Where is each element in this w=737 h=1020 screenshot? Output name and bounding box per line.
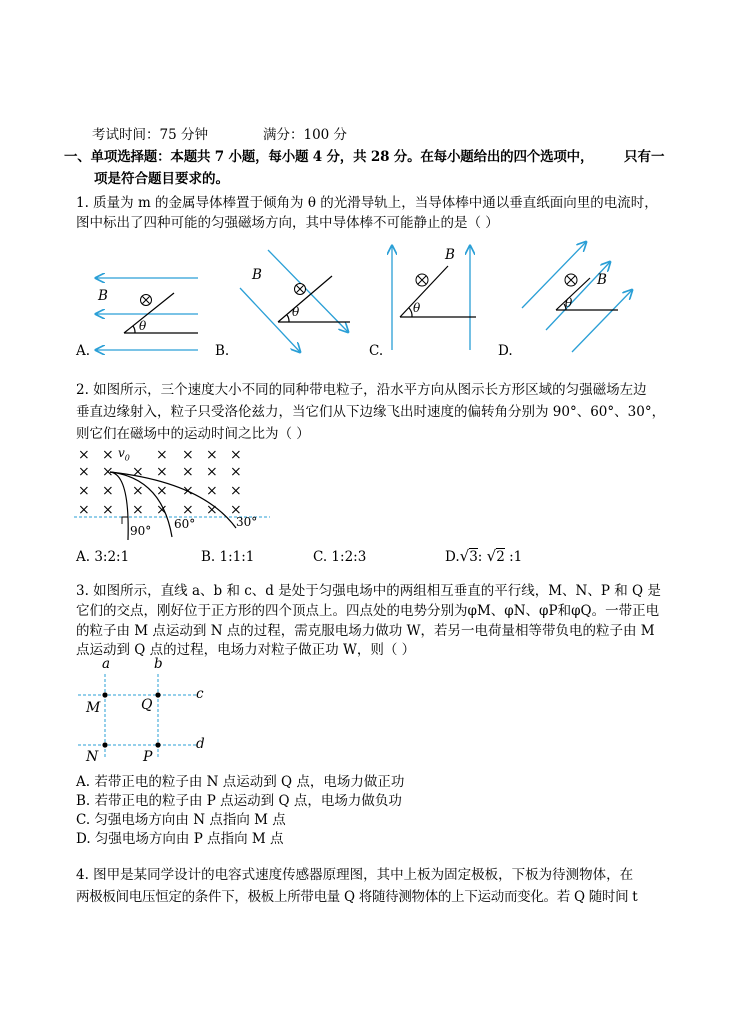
q3-point-n: N: [86, 749, 99, 765]
q2-line-2: 垂直边缘射入，粒子只受洛伦兹力，当它们从下边缘飞出时速度的偏转角分别为 90°、60°、30°，: [76, 404, 666, 420]
field-cross-icon: ×: [132, 464, 144, 480]
q2-option-d-end: :1: [504, 549, 523, 565]
q2-option-d-sep: :: [477, 549, 487, 565]
q2-angle-90: 90°: [130, 524, 152, 538]
q3-line-1: 3. 如图所示，直线 a、b 和 c、d 是处于匀强电场中的两组相互垂直的平行线，M、N、P 和 Q 是: [76, 583, 661, 599]
full-score: 满分：100 分: [263, 127, 348, 143]
q1-d-theta: θ: [565, 296, 573, 310]
field-cross-icon: ×: [156, 502, 168, 518]
q1-a-b-label: B: [98, 288, 108, 304]
field-cross-icon: ×: [102, 483, 114, 499]
section-title-cont: 项是符合题目要求的。: [94, 171, 229, 187]
q1-option-b: B.: [215, 343, 230, 359]
field-cross-icon: ×: [182, 502, 194, 518]
field-cross-icon: ×: [132, 502, 144, 518]
field-cross-icon: ×: [182, 483, 194, 499]
q1-line-2: 图中标出了四种可能的匀强磁场方向，其中导体棒不可能静止的是（ ）: [76, 215, 499, 231]
q1-b-b-label: B: [252, 267, 262, 283]
q1-option-a: A.: [76, 343, 91, 359]
section-title-end: 只有一: [624, 149, 665, 165]
field-cross-icon: ×: [102, 502, 114, 518]
q1-d-b-label: B: [597, 272, 607, 288]
q1-c-theta: θ: [413, 301, 421, 315]
q2-v0-label: [118, 447, 130, 462]
field-cross-icon: ×: [206, 447, 218, 463]
q1-option-c: C.: [369, 343, 384, 359]
q2-line-1: 2. 如图所示，三个速度大小不同的同种带电粒子，沿水平方向从图示长方形区域的匀强磁场左边: [76, 382, 647, 398]
field-cross-icon: ×: [102, 447, 114, 463]
field-cross-icon: ×: [182, 447, 194, 463]
field-cross-icon: ×: [182, 464, 194, 480]
field-cross-icon: ×: [156, 447, 168, 463]
q2-v0-sub: 0: [124, 453, 130, 463]
field-cross-icon: ×: [206, 502, 218, 518]
q3-point-p: P: [143, 749, 153, 765]
q2-option-d-letter: D.: [445, 549, 460, 565]
q4-line-2: 两极板间电压恒定的条件下，极板上所带电量 Q 将随待测物体的上下运动而变化。若 Q 随时间 t: [76, 889, 638, 905]
q3-option-c: C. 匀强电场方向由 N 点指向 M 点: [76, 812, 286, 828]
field-cross-icon: ×: [230, 483, 242, 499]
field-cross-icon: ×: [78, 447, 90, 463]
q3-option-d: D. 匀强电场方向由 P 点指向 M 点: [76, 831, 284, 847]
field-cross-icon: ×: [78, 502, 90, 518]
q1-b-theta: θ: [292, 305, 300, 319]
q2-figure: [72, 444, 272, 544]
q3-line-a-label: a: [102, 656, 111, 672]
q3-option-a: A. 若带正电的粒子由 N 点运动到 Q 点，电场力做正功: [76, 774, 405, 790]
q2-angle-30: 30°: [236, 515, 258, 529]
q3-line-3: 的粒子由 M 点运动到 N 点的过程，需克服电场力做功 W，若另一电荷量相等带负电的粒子由 M: [76, 623, 655, 639]
q4-line-1: 4. 图甲是某同学设计的电容式速度传感器原理图，其中上板为固定极板，下板为待测物体，在: [76, 867, 634, 883]
q1-figure-c: [384, 238, 484, 358]
field-cross-icon: ×: [156, 483, 168, 499]
field-cross-icon: ×: [156, 464, 168, 480]
q3-option-b: B. 若带正电的粒子由 P 点运动到 Q 点，电场力做负功: [76, 793, 402, 809]
q3-line-2: 它们的交点，刚好位于正方形的四个顶点上。四点处的电势分别为φM、φN、φP和φQ。一带正电: [76, 603, 660, 619]
q1-option-d: D.: [498, 343, 513, 359]
q2-option-d-root2: 2: [496, 549, 505, 565]
q1-a-theta: θ: [139, 319, 147, 333]
q3-point-m: M: [86, 700, 101, 716]
q2-option-d-root3: 3: [469, 549, 478, 565]
q3-line-d-label: d: [196, 736, 205, 752]
field-cross-icon: ×: [206, 464, 218, 480]
q2-option-c: C. 1:2:3: [313, 549, 367, 565]
field-cross-icon: ×: [132, 483, 144, 499]
q2-line-3: 则它们在磁场中的运动时间之比为（ ）: [76, 426, 310, 442]
q2-option-d: D.√3: √2 :1: [445, 547, 523, 565]
q2-angle-60: 60°: [174, 517, 196, 531]
field-cross-icon: ×: [78, 464, 90, 480]
q3-line-4: 点运动到 Q 点的过程，电场力对粒子做正功 W，则（ ）: [76, 642, 416, 658]
field-cross-icon: ×: [230, 447, 242, 463]
q1-figure-b: [232, 248, 372, 368]
q2-v0: v: [118, 446, 125, 460]
field-cross-icon: ×: [78, 483, 90, 499]
exam-time: 考试时间：75 分钟: [92, 127, 208, 143]
q3-line-c-label: c: [196, 686, 204, 702]
field-cross-icon: ×: [102, 464, 114, 480]
q3-line-b-label: b: [154, 656, 163, 672]
field-cross-icon: ×: [230, 464, 242, 480]
field-cross-icon: ×: [206, 483, 218, 499]
q3-point-q: Q: [141, 697, 153, 713]
q1-line-1: 1. 质量为 m 的金属导体棒置于倾角为 θ 的光滑导轨上，当导体棒中通以垂直纸面向里的电流时，: [76, 195, 658, 211]
q1-figure-d: [514, 238, 644, 348]
section-title: 一、单项选择题：本题共 7 小题，每小题 4 分，共 28 分。在每小题给出的四个选项中，: [64, 149, 594, 165]
q1-c-b-label: B: [445, 247, 455, 263]
field-cross-icon: ×: [230, 502, 242, 518]
q2-option-a: A. 3:2:1: [76, 549, 130, 565]
q2-option-b: B. 1:1:1: [201, 549, 255, 565]
